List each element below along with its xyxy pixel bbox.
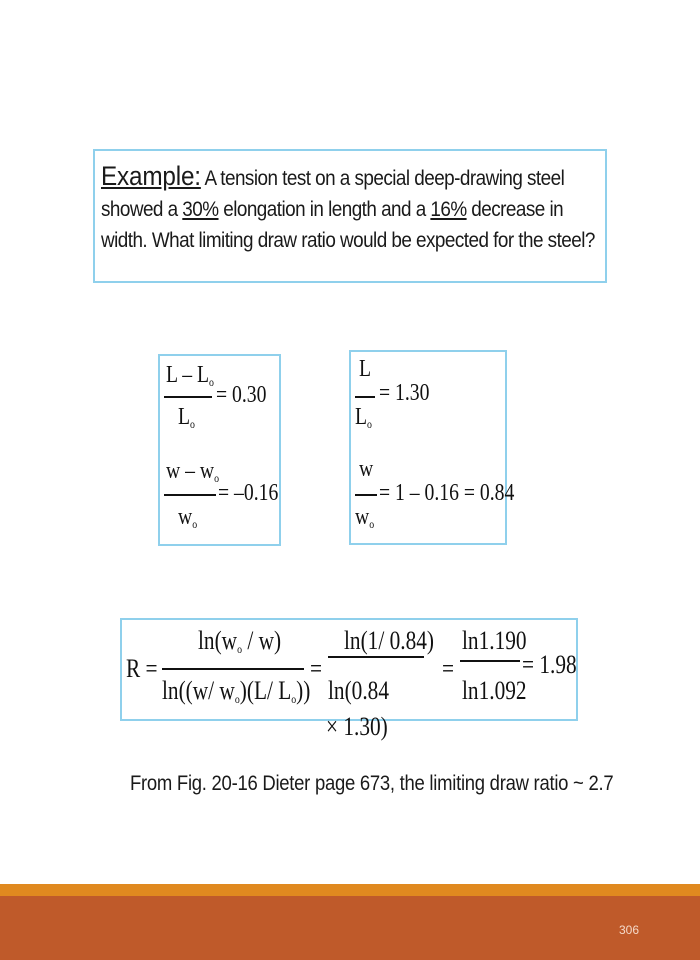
width-ratio-numerator: w [359, 456, 374, 482]
r-fraction1-numerator: $\ln(w_o / w)$ [198, 626, 282, 656]
fraction-line [355, 396, 375, 398]
page-number: 306 [619, 923, 640, 937]
width-strain-denominator: $w_o$ [178, 504, 198, 531]
strain-box-left [158, 354, 281, 546]
example-line2-c: decrease in [466, 198, 564, 221]
example-line-1 [101, 161, 565, 194]
fraction-line [328, 656, 424, 658]
length-ratio-denominator: $L_o$ [355, 404, 372, 431]
width-ratio-value: = 1 – 0.16 = 0.84 [379, 480, 515, 506]
fraction-line [355, 494, 377, 496]
length-strain-value: = 0.30 [216, 382, 267, 408]
length-strain-numerator: L – $L_o$ [166, 362, 214, 389]
elongation-percent: 30% [182, 198, 219, 221]
ratio-box-right [349, 350, 515, 545]
draw-ratio-formula-box [120, 618, 578, 721]
example-text [101, 161, 595, 256]
equals-sign: = [310, 654, 323, 683]
footer-bar [0, 896, 700, 960]
fraction-line [460, 660, 520, 662]
example-label: Example: [101, 161, 201, 191]
length-ratio-value: = 1.30 [379, 380, 430, 406]
length-ratio-numerator: L [359, 356, 372, 382]
example-line-2 [101, 194, 564, 225]
r-fraction3-numerator: ln1.190 [462, 626, 527, 655]
r-fraction1-denominator: ln((w/ $w_o)(L/$ $L_o$)) [162, 676, 311, 706]
r-fraction2-numerator: ln(1/ 0.84) [344, 626, 435, 655]
width-strain-numerator: w – $w_o$ [166, 458, 220, 485]
r-fraction2-denominator: ln(0.84 [328, 676, 390, 705]
example-line-3: width. What limiting draw ratio would be expected for the steel? [101, 229, 595, 252]
length-strain-denominator: $L_o$ [178, 404, 195, 431]
r-label: R = [126, 654, 158, 683]
r-fraction2-denominator-overflow: × 1.30) [326, 712, 388, 741]
r-result: = 1.98 [522, 650, 577, 679]
limiting-draw-ratio-note: From Fig. 20-16 Dieter page 673, the limiting draw ratio ~ 2.7 [130, 772, 614, 795]
width-strain-value: = –0.16 [218, 480, 279, 506]
fraction-line [164, 396, 212, 398]
example-line2-a: showed a [101, 198, 183, 221]
width-ratio-denominator: $w_o$ [355, 504, 375, 531]
fraction-line [162, 668, 304, 670]
example-line2-b: elongation in length and a [218, 198, 431, 221]
r-fraction3-denominator: ln1.092 [462, 676, 527, 705]
width-decrease-percent: 16% [430, 198, 467, 221]
equals-sign: = [442, 654, 455, 683]
fraction-line [164, 494, 216, 496]
example-line1-rest: A tension test on a special deep-drawing steel [200, 167, 565, 190]
footer-accent-bar [0, 884, 700, 896]
example-box [93, 149, 607, 283]
